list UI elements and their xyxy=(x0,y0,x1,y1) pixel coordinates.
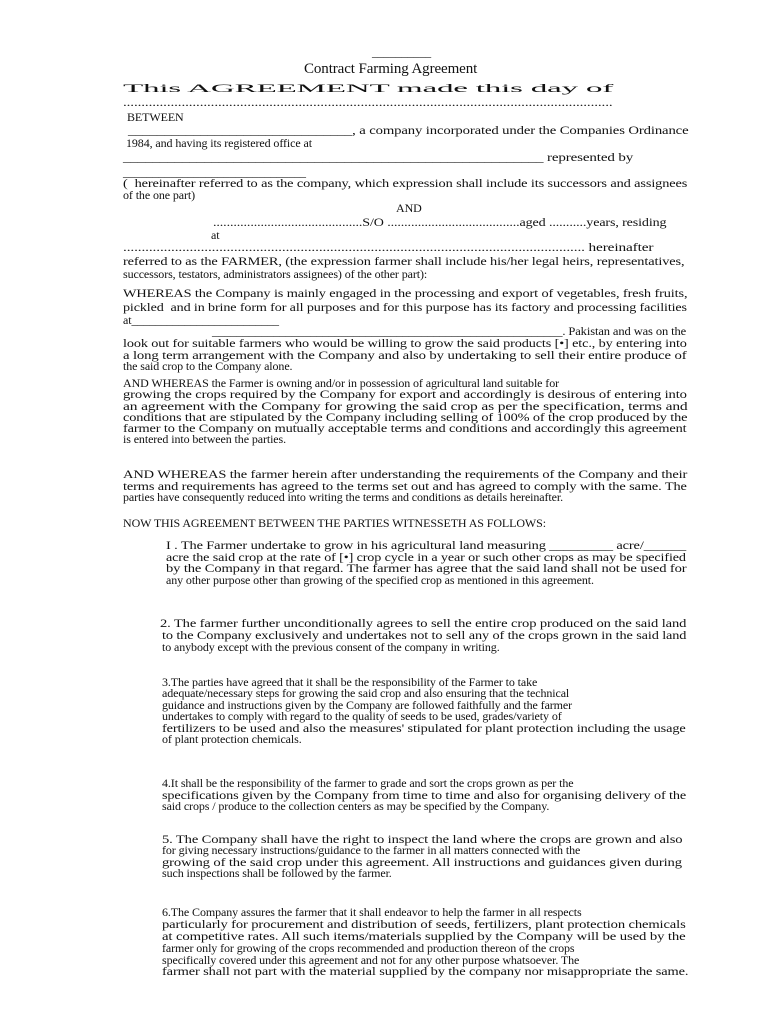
agreement-line: BETWEEN xyxy=(127,110,184,124)
agreement-line: _______________________________ xyxy=(123,165,306,179)
agreement-line: particularly for procurement and distribution of seeds, fertilizers, plant protection chemicals xyxy=(162,917,686,931)
agreement-line: at xyxy=(211,228,220,242)
agreement-line: fertilizers to be used and also the measures' stipulated for plant protection including the usage xyxy=(162,721,686,735)
agreement-line: _________________________________________________________. Pakistan and was on the xyxy=(212,324,687,338)
agreement-line: to the Company exclusively and undertakes not to sell any of the crops grown in the said land xyxy=(162,628,687,642)
agreement-line: look out for suitable farmers who would be willing to grow the said products [•] etc., by entering into xyxy=(123,336,687,350)
agreement-line: a long term arrangement with the Company and also by undertaking to sell their entire produce of xyxy=(123,348,687,362)
agreement-line: of plant protection chemicals. xyxy=(162,732,302,746)
agreement-line: AND WHEREAS the Farmer is owning and/or in possession of agricultural land suitable for xyxy=(123,376,560,390)
agreement-line: at competitive rates. All such items/materials supplied by the Company will be used by the xyxy=(162,929,686,943)
agreement-line: _______________________________, a company incorporated under the Companies Ordinance xyxy=(128,123,689,137)
agreement-line: parties have consequently reduced into writing the terms and conditions as details hereinafter. xyxy=(123,490,564,504)
agreement-line: 6.The Company assures the farmer that it shall endeavor to help the farmer in all respects xyxy=(162,905,582,919)
agreement-line: such inspections shall be followed by the farmer. xyxy=(162,866,392,880)
agreement-line: pickled and in brine form for all purposes and for this purpose has its factory and processing facilities xyxy=(123,300,687,314)
agreement-line: of the one part) xyxy=(123,188,196,202)
agreement-line: successors, testators, administrators assignees) of the other part): xyxy=(123,267,428,281)
agreement-line: growing of the said crop under this agreement. All instructions and guidances given during xyxy=(162,855,682,869)
agreement-line: to anybody except with the previous consent of the company in writing. xyxy=(162,640,500,654)
agreement-line: undertakes to comply with regard to the quality of seeds to be used, grades/variety of xyxy=(162,709,562,723)
agreement-line: acre the said crop at the rate of [•] crop cycle in a year or such other crops as may be specified xyxy=(166,550,686,564)
agreement-line: 3.The parties have agreed that it shall be the responsibility of the Farmer to take xyxy=(162,675,538,689)
agreement-line: referred to as the FARMER, (the expression farmer shall include his/her legal heirs, representatives, xyxy=(123,254,685,268)
agreement-line: conditions that are stipulated by the Company including selling of 100% of the crop produced by the xyxy=(123,410,688,424)
agreement-line: 4.It shall be the responsibility of the farmer to grade and sort the crops grown as per the xyxy=(162,776,574,790)
agreement-line: I . The Farmer undertake to grow in his agricultural land measuring _________ acre/______ xyxy=(166,538,687,552)
agreement-line: for giving necessary instructions/guidance to the farmer in all matters connected with the xyxy=(162,843,581,857)
agreement-line: any other purpose other than growing of the specified crop as mentioned in this agreement. xyxy=(166,573,594,587)
agreement-line: WHEREAS the Company is mainly engaged in the processing and export of vegetables, fresh fruits, xyxy=(123,286,688,300)
agreement-line: ...................................................................................................................................... xyxy=(123,95,613,109)
agreement-line: is entered into between the parties. xyxy=(123,432,287,446)
agreement-line: farmer shall not part with the material supplied by the company nor misappropriate the same. xyxy=(162,964,689,978)
agreement-line: by the Company in that regard. The farmer has agree that the said land shall not be used for xyxy=(166,561,687,575)
agreement-line: specifications given by the Company from time to time and also for organising delivery of the xyxy=(162,788,687,802)
agreement-line: 1984, and having its registered office at xyxy=(126,136,312,150)
agreement-line: ............................................S/O .......................................aged ...........years, residing xyxy=(213,215,667,229)
agreement-line: _________________________________________________________ represented by xyxy=(123,150,634,164)
agreement-line: growing the crops required by the Company for export and accordingly is desirous of entering into xyxy=(123,387,687,401)
title-blank: __________ xyxy=(372,45,432,59)
agreement-line: at_________________________ xyxy=(123,313,279,327)
document-title: Contract Farming Agreement xyxy=(304,61,478,77)
agreement-line: NOW THIS AGREEMENT BETWEEN THE PARTIES WITNESSETH AS FOLLOWS: xyxy=(123,516,546,530)
agreement-line: an agreement with the Company for growing the said crop as per the specification, terms and xyxy=(123,399,688,413)
agreement-line: farmer only for growing of the crops recommended and production thereon of the crops xyxy=(162,941,575,955)
agreement-line: AND xyxy=(396,201,422,215)
agreement-line: ............................................................................................................................. hereinafter xyxy=(123,240,654,254)
agreement-line: terms and requirements has agreed to the terms set out and has agreed to comply with the same. The xyxy=(123,479,687,493)
agreement-line: AND WHEREAS the farmer herein after understanding the requirements of the Company and their xyxy=(123,467,688,481)
agreement-line: ( hereinafter referred to as the company, which expression shall include its successors and assignees xyxy=(123,176,688,190)
agreement-line: adequate/necessary steps for growing the said crop and also ensuring that the technical xyxy=(162,686,570,700)
agreement-line: specifically covered under this agreement and not for any other purpose whatsoever. The xyxy=(162,953,580,967)
agreement-line: farmer to the Company on mutually acceptable terms and conditions and accordingly this agreement xyxy=(123,421,687,435)
agreement-line: the said crop to the Company alone. xyxy=(123,359,293,373)
agreement-line: guidance and instructions given by the Company are followed faithfully and the farmer xyxy=(162,698,573,712)
agreement-line: 5. The Company shall have the right to inspect the land where the crops are grown and also xyxy=(162,832,683,846)
agreement-line: 2. The farmer further unconditionally agrees to sell the entire crop produced on the said land xyxy=(160,616,687,630)
agreement-line: This AGREEMENT made this day of xyxy=(123,81,613,95)
agreement-line: said crops / produce to the collection centers as may be specified by the Company. xyxy=(162,799,550,813)
